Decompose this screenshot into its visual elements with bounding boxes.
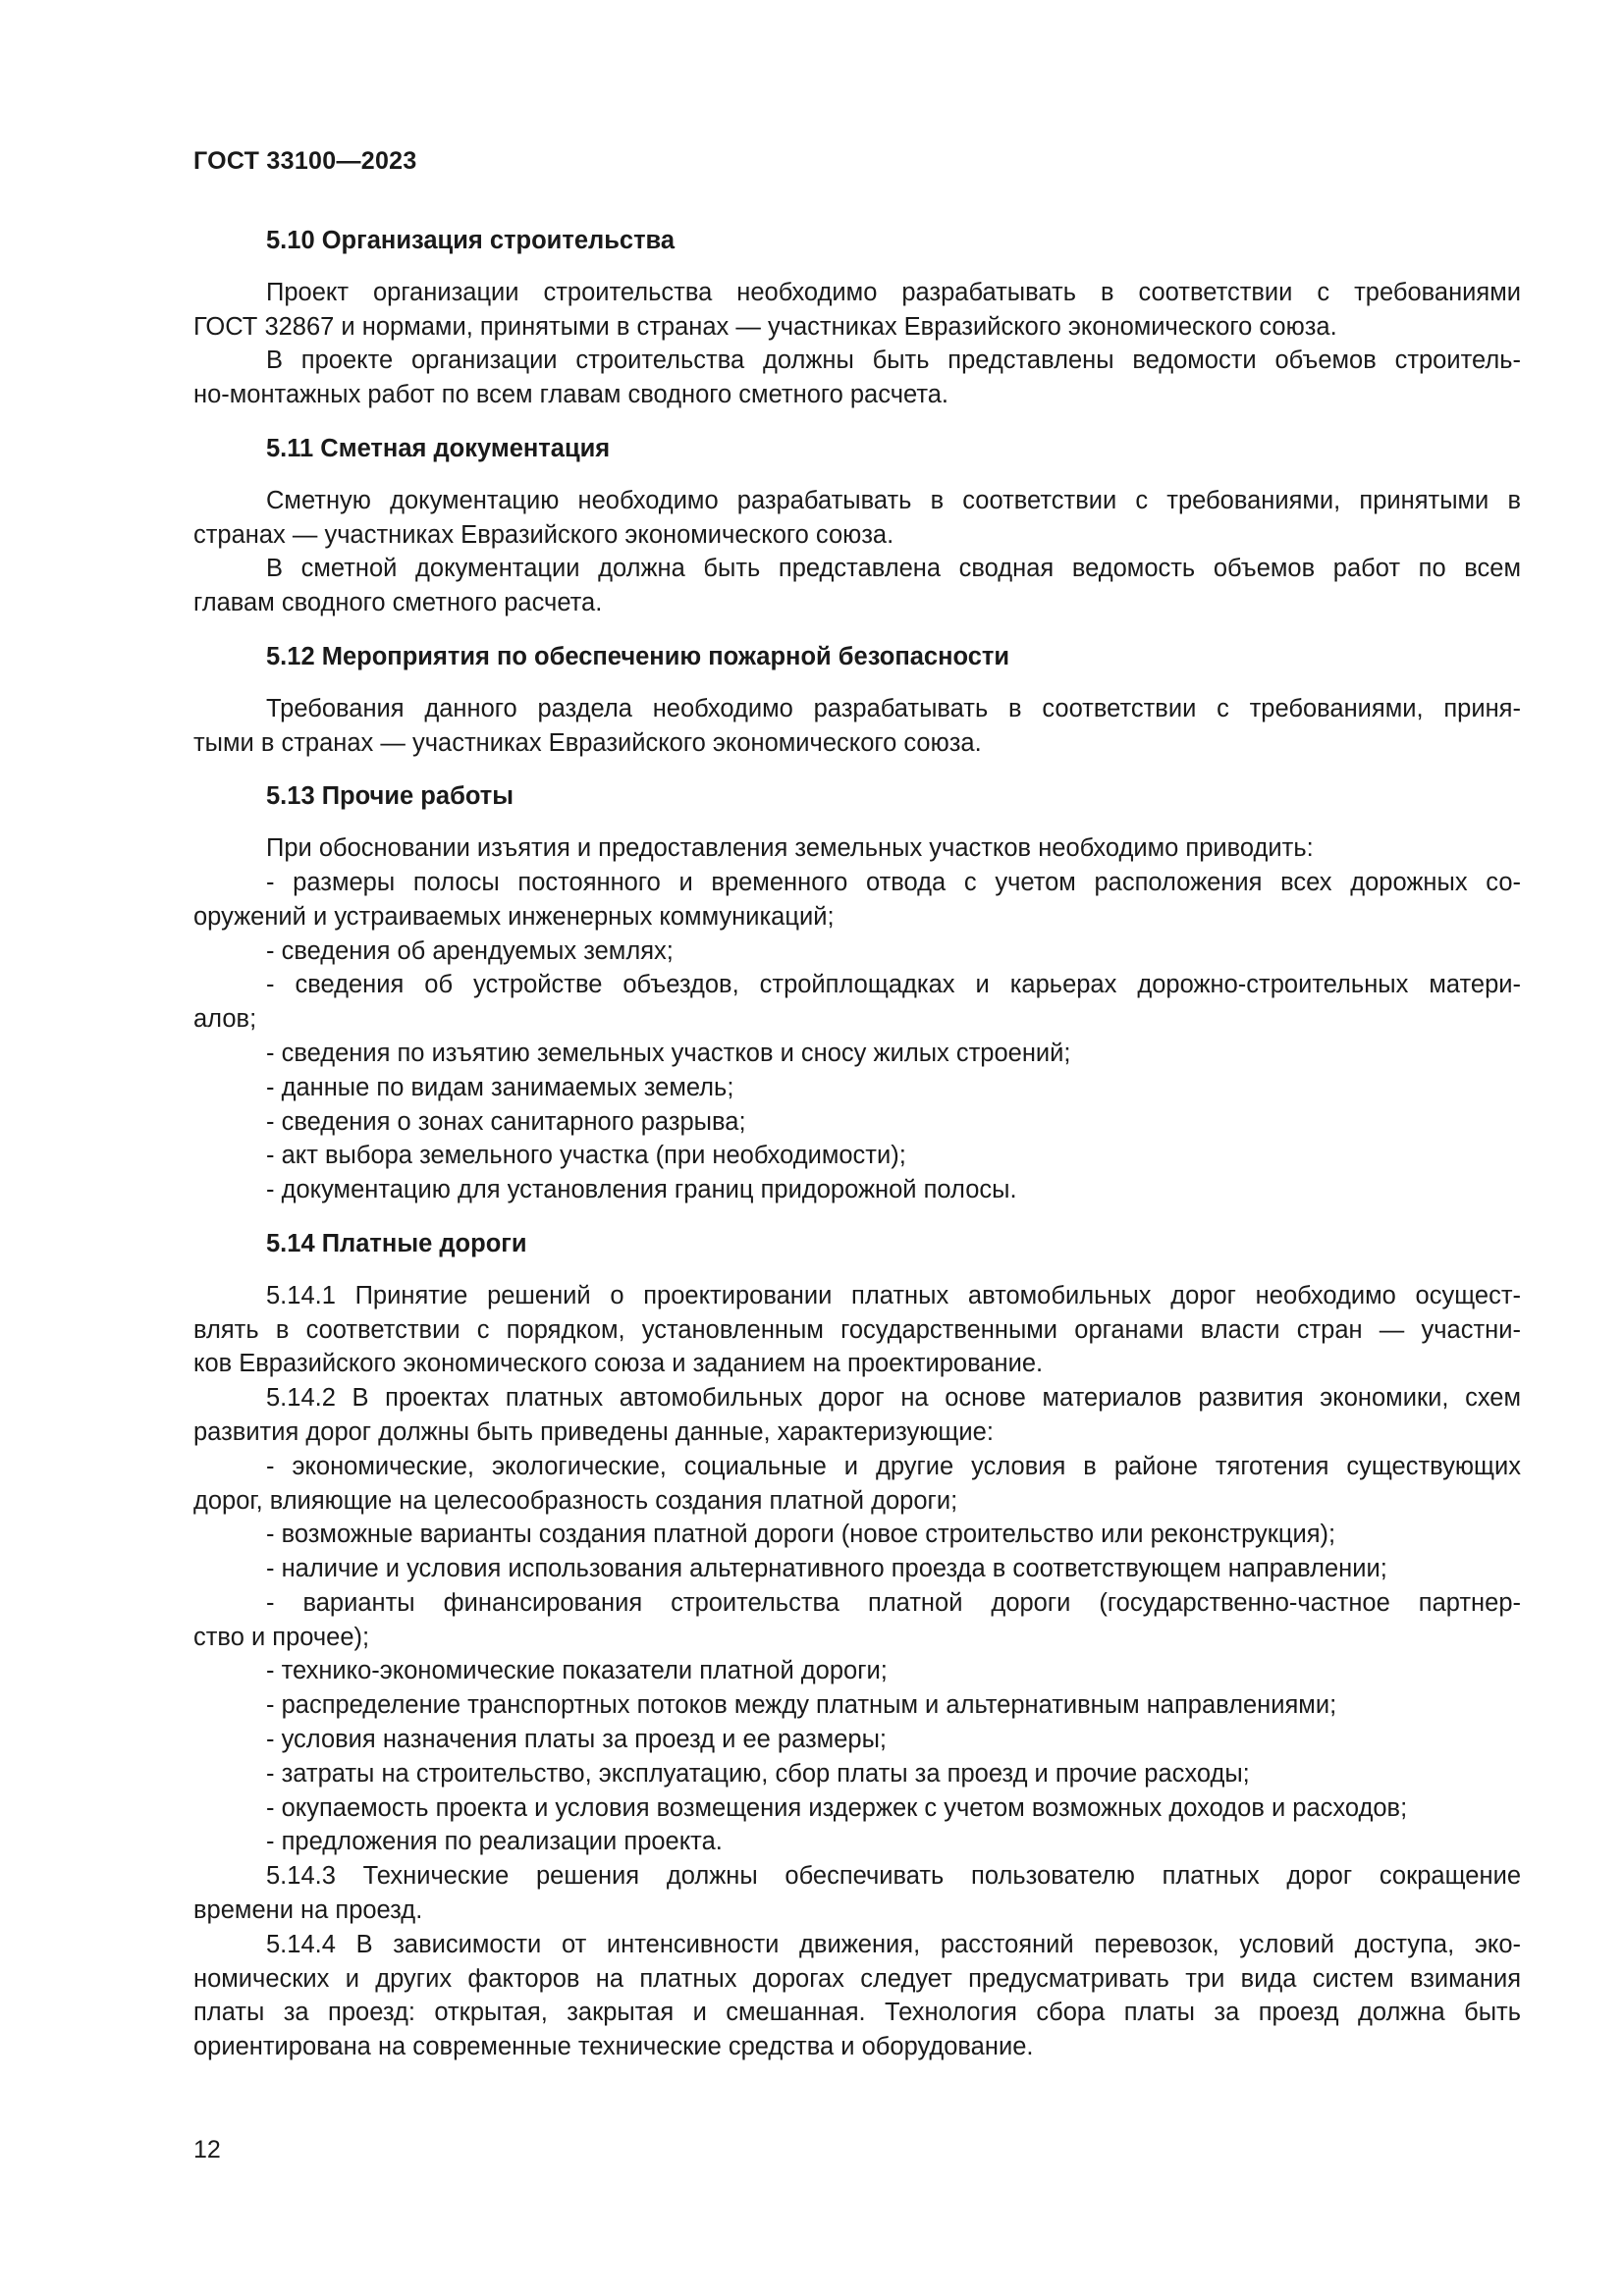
- section-title: 5.11 Сметная документация: [266, 434, 611, 462]
- text-line: 5.14.1 Принятие решений о проектировании платных автомобильных дорог необходимо осущест-: [266, 1281, 1521, 1309]
- text-line: Проект организации строительства необходимо разрабатывать в соответствии с требованиями: [266, 278, 1521, 306]
- document-number-header: ГОСТ 33100—2023: [193, 147, 417, 175]
- list-item: - условия назначения платы за проезд и ее размеры;: [266, 1726, 887, 1754]
- text-line: влять в соответствии с порядком, установленным государственными органами власти стран — участни-: [193, 1315, 1521, 1344]
- text-line: развития дорог должны быть приведены данные, характеризующие:: [193, 1417, 994, 1446]
- section-title: 5.10 Организация строительства: [266, 227, 676, 254]
- text-line: В проекте организации строительства должны быть представлены ведомости объемов строитель-: [266, 347, 1521, 375]
- list-item-continuation: дорог, влияющие на целесообразность создания платной дороги;: [193, 1486, 958, 1515]
- text-line: платы за проезд: открытая, закрытая и смешанная. Технология сбора платы за проезд должна быть: [193, 1999, 1521, 2027]
- list-item: - распределение транспортных потоков между платным и альтернативным направлениями;: [266, 1691, 1337, 1720]
- text-line: главам сводного сметного расчета.: [193, 589, 603, 617]
- section-5-12: [193, 640, 1521, 760]
- list-item: - варианты финансирования строительства платной дороги (государственно-частное партнер-: [266, 1588, 1521, 1617]
- list-item: - экономические, экологические, социальные и другие условия в районе тяготения существующих: [266, 1452, 1521, 1480]
- text-line: 5.14.3 Технические решения должны обеспечивать пользователю платных дорог сокращение: [266, 1862, 1521, 1891]
- text-line: 5.14.4 В зависимости от интенсивности движения, расстояний перевозок, условий доступа, эко-: [266, 1930, 1521, 1958]
- section-5-13: [193, 779, 1521, 1207]
- list-item: - наличие и условия использования альтернативного проезда в соответствующем направлении;: [266, 1555, 1387, 1583]
- document-body: [193, 224, 1521, 2064]
- text-line: Требования данного раздела необходимо разрабатывать в соответствии с требованиями, приня-: [266, 694, 1521, 722]
- text-line: но-монтажных работ по всем главам сводного сметного расчета.: [193, 381, 948, 409]
- text-line: Сметную документацию необходимо разрабатывать в соответствии с требованиями, принятыми в: [266, 486, 1521, 514]
- list-item: - сведения об арендуемых землях;: [266, 936, 674, 965]
- text-line: ков Евразийского экономического союза и заданием на проектирование.: [193, 1350, 1044, 1378]
- list-item: - размеры полосы постоянного и временного отвода с учетом расположения всех дорожных со-: [266, 868, 1521, 896]
- list-item: - возможные варианты создания платной дороги (новое строительство или реконструкция);: [266, 1521, 1336, 1549]
- text-line: странах — участниках Евразийского экономического союза.: [193, 520, 894, 549]
- section-title: 5.12 Мероприятия по обеспечению пожарной безопасности: [266, 642, 1010, 670]
- section-title: 5.14 Платные дороги: [266, 1229, 527, 1257]
- section-5-11: [193, 432, 1521, 620]
- page-number: 12: [193, 2136, 221, 2163]
- text-line: ГОСТ 32867 и нормами, принятыми в странах — участниках Евразийского экономического союза.: [193, 312, 1337, 341]
- section-5-14: [193, 1227, 1521, 2064]
- list-item: - сведения о зонах санитарного разрыва;: [266, 1107, 746, 1136]
- text-line: 5.14.2 В проектах платных автомобильных дорог на основе материалов развития экономики, схем: [266, 1384, 1521, 1413]
- list-item: - окупаемость проекта и условия возмещения издержек с учетом возможных доходов и расходов;: [266, 1793, 1408, 1822]
- text-line: времени на проезд.: [193, 1896, 423, 1925]
- text-line: тыми в странах — участниках Евразийского экономического союза.: [193, 728, 982, 757]
- list-item: - сведения по изъятию земельных участков и сносу жилых строений;: [266, 1039, 1071, 1067]
- list-item: - акт выбора земельного участка (при необходимости);: [266, 1142, 906, 1170]
- text-line: При обосновании изъятия и предоставления земельных участков необходимо приводить:: [266, 834, 1314, 863]
- list-item: - технико-экономические показатели платной дороги;: [266, 1657, 888, 1685]
- list-item-continuation: алов;: [193, 1005, 257, 1034]
- text-line: ориентирована на современные технические средства и оборудование.: [193, 2033, 1034, 2061]
- list-item: - затраты на строительство, эксплуатацию, сбор платы за проезд и прочие расходы;: [266, 1759, 1250, 1788]
- text-line: В сметной документации должна быть представлена сводная ведомость объемов работ по всем: [266, 555, 1521, 583]
- list-item-continuation: оружений и устраиваемых инженерных коммуникаций;: [193, 902, 835, 931]
- section-5-10: [193, 224, 1521, 412]
- section-title: 5.13 Прочие работы: [266, 782, 514, 811]
- list-item: - документацию для установления границ придорожной полосы.: [266, 1176, 1017, 1204]
- list-item: - данные по видам занимаемых земель;: [266, 1073, 734, 1101]
- list-item: - сведения об устройстве объездов, стройплощадках и карьерах дорожно-строительных матери-: [266, 971, 1521, 999]
- list-item: - предложения по реализации проекта.: [266, 1828, 723, 1856]
- text-line: номических и других факторов на платных дорогах следует предусматривать три вида систем взимания: [193, 1964, 1521, 1993]
- list-item-continuation: ство и прочее);: [193, 1623, 370, 1651]
